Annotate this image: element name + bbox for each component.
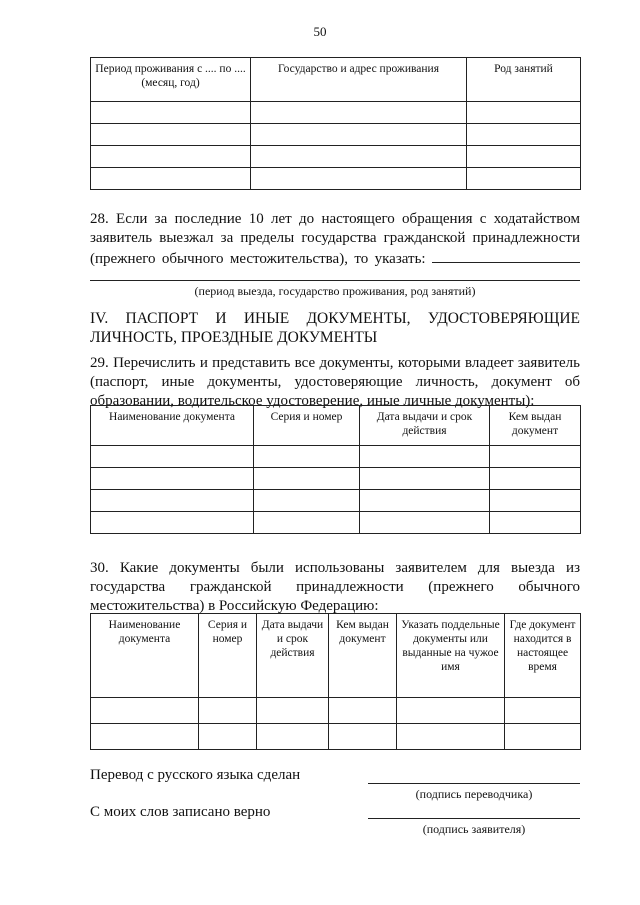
translator-signature-line[interactable]	[368, 783, 580, 784]
table-header: Где документ находится в настоящее время	[505, 614, 581, 698]
table-row	[91, 490, 581, 512]
table-header: Государство и адрес проживания	[251, 58, 467, 102]
table-header: Наименование документа	[91, 614, 199, 698]
translation-statement: Перевод с русского языка сделан	[90, 767, 301, 783]
table-row	[91, 124, 581, 146]
item-30-text: 30. Какие документы были использованы заявителем для выезда из государства гражданской принадлежности (прежнего обычного местожительства) в Российскую Федерацию:	[90, 560, 580, 614]
table-row	[91, 468, 581, 490]
item-28-text: 28. Если за последние 10 лет до настоящего обращения с ходатайством заявитель выезжал за пределы государства гражданской принадлежности (прежнего обычного местожительства), то указать:	[90, 211, 580, 267]
applicant-signature-line[interactable]	[368, 818, 580, 819]
item-28-caption: (период выезда, государство проживания, род занятий)	[194, 284, 476, 298]
table-row	[91, 168, 581, 190]
table-header: Кем выдан документ	[490, 406, 581, 446]
table-row	[91, 102, 581, 124]
table-header: Род занятий	[467, 58, 581, 102]
table-header: Серия и номер	[199, 614, 257, 698]
recorded-statement: С моих слов записано верно	[90, 804, 271, 820]
item-28-fill-line[interactable]	[432, 248, 580, 263]
table-header: Дата выдачи и срок действия	[360, 406, 490, 446]
translator-signature-caption: (подпись переводчика)	[415, 787, 533, 801]
exit-documents-table	[90, 613, 581, 750]
applicant-signature-caption: (подпись заявителя)	[422, 822, 526, 836]
table-row	[91, 724, 581, 750]
table-row	[91, 512, 581, 534]
residence-history-table	[90, 57, 581, 190]
table-row	[91, 446, 581, 468]
table-header: Наименование документа	[91, 406, 254, 446]
section-4-heading: IV. ПАСПОРТ И ИНЫЕ ДОКУМЕНТЫ, УДОСТОВЕРЯЮЩИЕ ЛИЧНОСТЬ, ПРОЕЗДНЫЕ ДОКУМЕНТЫ	[90, 310, 580, 346]
table-header: Дата выдачи и срок действия	[257, 614, 329, 698]
table-header: Указать поддельные документы или выданные на чужое имя	[397, 614, 505, 698]
table-row	[91, 146, 581, 168]
item-28-answer-line[interactable]	[90, 280, 580, 281]
table-header: Период проживания с .... по .... (месяц, год)	[91, 58, 251, 102]
documents-table	[90, 405, 581, 534]
item-29-text: 29. Перечислить и представить все документы, которыми владеет заявитель (паспорт, иные документы, удостоверяющие личность, документ об образовании, водительское удостоверение, иные личные документы):	[90, 355, 580, 409]
table-header: Серия и номер	[254, 406, 360, 446]
table-row	[91, 698, 581, 724]
page-number: 50	[313, 24, 327, 39]
table-header: Кем выдан документ	[329, 614, 397, 698]
